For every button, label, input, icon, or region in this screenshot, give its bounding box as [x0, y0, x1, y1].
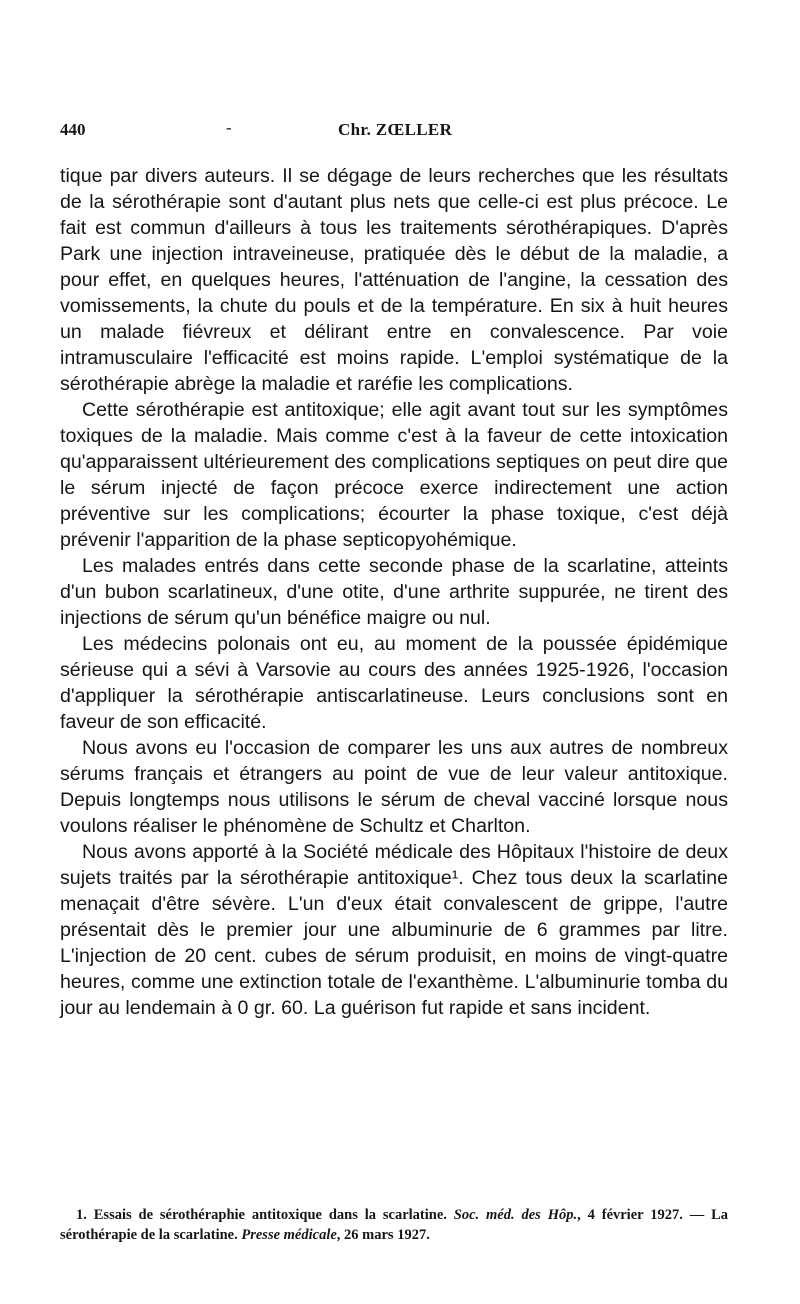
- paragraph: Les malades entrés dans cette seconde phase de la scarlatine, atteints d'un bubon scarlatineux, d'une otite, d'une arthrite suppurée, ne tirent des injections de sérum qu'un bénéfice maigre ou nul.: [60, 555, 728, 629]
- footnote-text: Essais de sérothéraphie antitoxique dans la scarlatine.: [93, 1207, 447, 1223]
- footnote-source: Presse médicale: [241, 1227, 337, 1243]
- header-dash: -: [226, 118, 232, 137]
- body-text: [60, 163, 728, 1021]
- paragraph: Cette sérothérapie est antitoxique; elle agit avant tout sur les symptômes toxiques de la maladie. Mais comme c'est à la faveur de cette intoxication qu'apparaissent ultérieurement des complications septiques on peut dire que le sérum injecté de façon précoce exerce indirectement une action préventive sur les complications; écourter la phase toxique, c'est déjà prévenir l'apparition de la phase septicopyohémique.: [60, 399, 728, 551]
- page-number: 440: [60, 120, 86, 139]
- footnote-text: , 26 mars 1927.: [336, 1227, 430, 1243]
- paragraph: Les médecins polonais ont eu, au moment de la poussée épidémique sérieuse qui a sévi à Varsovie au cours des années 1925-1926, l'occasion d'appliquer la sérothérapie antiscarlatineuse. Leurs conclusions sont en faveur de son efficacité.: [60, 633, 728, 733]
- footnote-source: Soc. méd. des Hôp.: [453, 1207, 578, 1223]
- paragraph: Nous avons apporté à la Société médicale des Hôpitaux l'histoire de deux sujets traités par la sérothérapie antitoxique¹. Chez tous deux la scarlatine menaçait d'être sévère. L'un d'eux était convalescent de grippe, l'autre présentait dès le premier jour une albuminurie de 6 grammes par litre. L'injection de 20 cent. cubes de sérum produisit, en moins de vingt-quatre heures, comme une extinction totale de l'exanthème. L'albuminurie tomba du jour au lendemain à 0 gr. 60. La guérison fut rapide et sans incident.: [60, 841, 728, 1019]
- paragraph: tique par divers auteurs. Il se dégage de leurs recherches que les résultats de la sérothérapie sont d'autant plus nets que celle-ci est plus précoce. Le fait est commun d'ailleurs à tous les traitements sérothérapiques. D'après Park une injection intraveineuse, pratiquée dès le début de la maladie, a pour effet, en quelques heures, l'atténuation de l'angine, la cessation des vomissements, la chute du pouls et de la température. En six à huit heures un malade fiévreux et délirant entre en convalescence. Par voie intramusculaire l'efficacité est moins rapide. L'emploi systématique de la sérothérapie abrège la maladie et raréfie les complications.: [60, 165, 728, 395]
- header-author: Chr. ZŒLLER: [338, 120, 453, 139]
- paragraph: Nous avons eu l'occasion de comparer les uns aux autres de nombreux sérums français et étrangers au point de vue de leur valeur antitoxique. Depuis longtemps nous utilisons le sérum de cheval vacciné lorsque nous voulons réaliser le phénomène de Schultz et Charlton.: [60, 737, 728, 837]
- footnote-text: , 4 février 1927. — La sérothérapie de la scarlatine.: [60, 1207, 728, 1243]
- footnote-number: 1.: [76, 1207, 87, 1223]
- footnote: [60, 1205, 728, 1245]
- running-header: [60, 120, 740, 144]
